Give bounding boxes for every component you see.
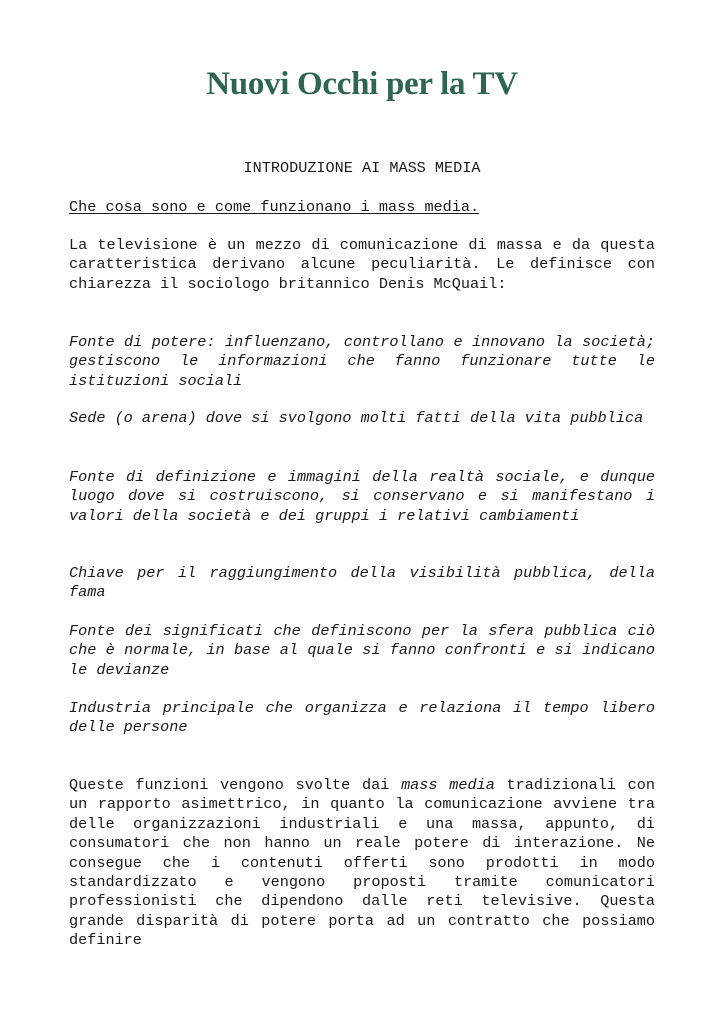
- conclusion-text-start: Queste funzioni vengono svolte dai: [69, 776, 402, 794]
- conclusion-emphasis: mass media: [401, 776, 495, 794]
- function-item: Fonte dei significati che definiscono per la sfera pubblica ciò che è normale, in base al quale si fanno confronti e si indicano le devianze: [69, 622, 655, 679]
- document-subtitle: INTRODUZIONE AI MASS MEDIA: [243, 159, 481, 177]
- conclusion-paragraph: [69, 776, 655, 951]
- function-item: Fonte di potere: influenzano, controllano e innovano la società; gestiscono le informazioni che fanno funzionare tutte le istituzioni sociali: [69, 333, 655, 390]
- function-item: Chiave per il raggiungimento della visibilità pubblica, della fama: [69, 564, 655, 602]
- intro-paragraph: La televisione è un mezzo di comunicazione di massa e da questa caratteristica derivano alcune peculiarità. Le definisce con chiarezza il sociologo britannico Denis McQuail:: [69, 236, 655, 293]
- function-item: Fonte di definizione e immagini della realtà sociale, e dunque luogo dove si costruiscono, si conservano e si manifestano i valori della società e dei gruppi i relativi cambiamenti: [69, 468, 655, 525]
- function-item: Sede (o arena) dove si svolgono molti fatti della vita pubblica: [69, 409, 644, 427]
- function-item: Industria principale che organizza e relaziona il tempo libero delle persone: [69, 699, 655, 737]
- conclusion-text-rest: tradizionali con un rapporto asimettrico, in quanto la comunicazione avviene tra delle organizzazioni industriali e una massa, appunto, di consumatori che non hanno un reale potere di interazione. Ne consegue che i contenuti offerti sono prodotti in modo standardizzato e vengono proposti tramite comunicatori professionisti che dipendono dalle reti televisive. Questa grande disparità di potere porta ad un contratto che possiamo definire: [69, 776, 655, 950]
- section-heading: Che cosa sono e come funzionano i mass media.: [69, 198, 480, 216]
- document-title: Nuovi Occhi per la TV: [206, 66, 518, 102]
